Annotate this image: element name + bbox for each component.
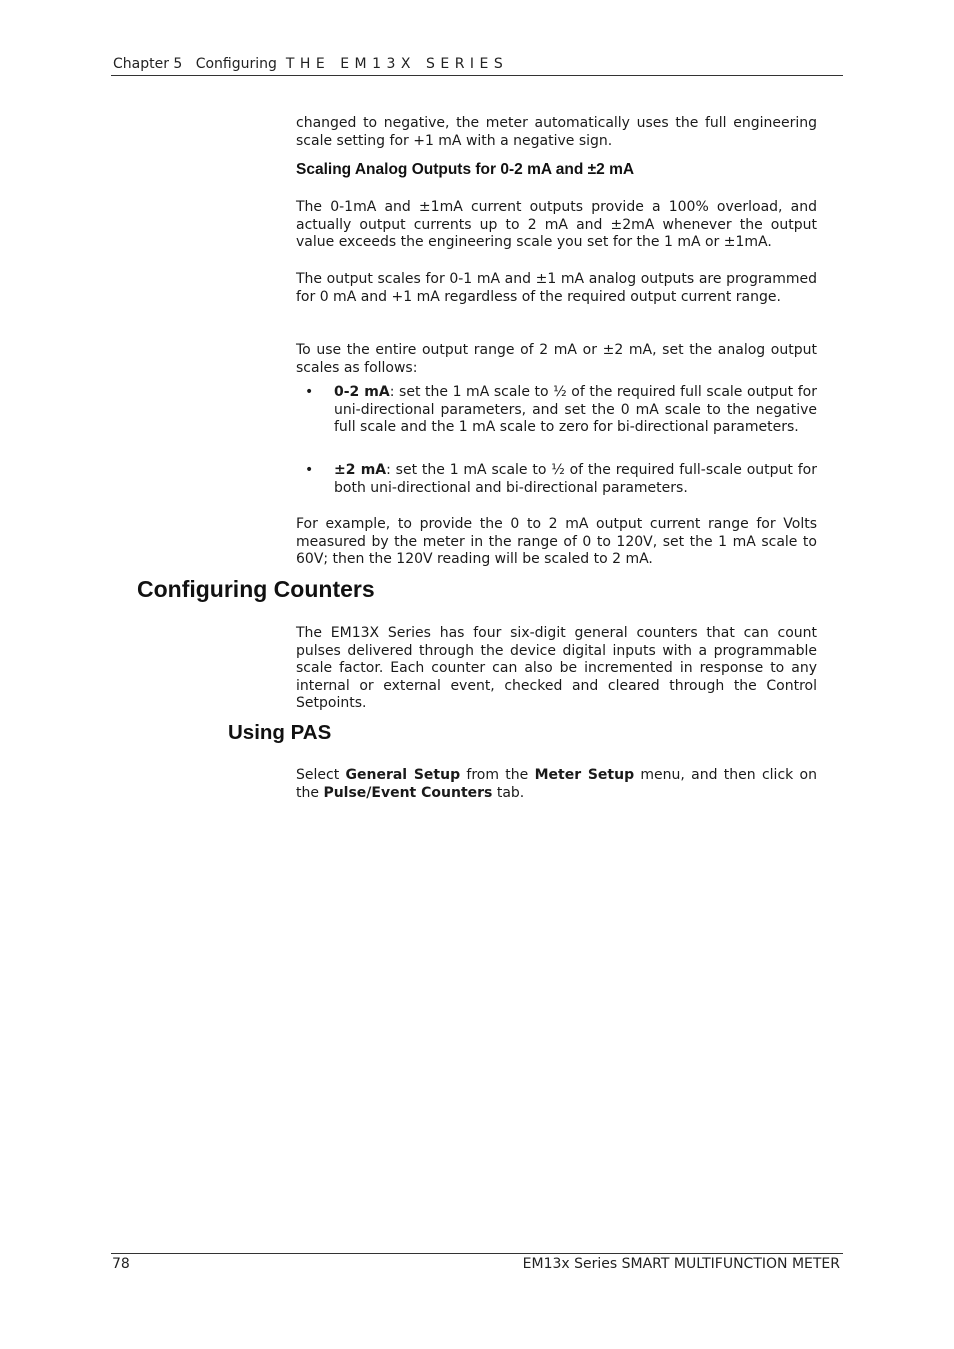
running-header <box>113 56 508 72</box>
scaling-paragraph-1: The 0-1mA and ±1mA current outputs provide a 100% overload, and actually output currents up to 2 mA and ±2mA whenever the output value exceeds the engineering scale you set for the 1 mA or ±1mA. <box>296 199 817 251</box>
bullet-text: : set the 1 mA scale to ½ of the required full scale output for uni-directional parameters, and set the 0 mA scale to the negative full scale and the 1 mA scale to zero for bi-directional parameters. <box>334 384 818 436</box>
scaling-subheading: Scaling Analog Outputs for 0-2 mA and ±2 mA <box>296 161 635 178</box>
bullet-dot: • <box>305 384 314 400</box>
bullet-dot: • <box>305 462 314 478</box>
scaling-paragraph-2: The output scales for 0-1 mA and ±1 mA analog outputs are programmed for 0 mA and +1 mA regardless of the required output current range. <box>296 271 817 305</box>
subsection-heading-using-pas: Using PAS <box>228 721 332 744</box>
footer-title: EM13x Series SMART MULTIFUNCTION METER <box>522 1256 840 1272</box>
section-heading-configuring-counters: Configuring Counters <box>137 576 375 602</box>
intro-paragraph: changed to negative, the meter automatically uses the full engineering scale setting for +1 mA with a negative sign. <box>296 115 817 149</box>
meter-setup-term: Meter Setup <box>534 767 635 783</box>
bullet-term: ±2 mA <box>334 462 387 478</box>
counters-paragraph: The EM13X Series has four six-digit general counters that can count pulses delivered through the device digital inputs with a programmable scale factor. Each counter can also be incremented in response to any internal or external event, checked and cleared through the Control Setpoints. <box>296 625 817 712</box>
using-pas-paragraph: Select General Setup from the Meter Setup menu, and then click on the Pulse/Event Counters tab. <box>296 767 817 801</box>
bullet-item-pm2ma <box>305 462 817 497</box>
header-section-title: THE EM13X SERIES <box>285 56 509 72</box>
header-chapter: Chapter 5 <box>113 56 183 72</box>
header-rule <box>111 75 843 76</box>
footer-rule <box>111 1253 843 1254</box>
scaling-paragraph-3: To use the entire output range of 2 mA or ±2 mA, set the analog output scales as follows: <box>296 342 817 376</box>
page-number: 78 <box>112 1256 130 1272</box>
scaling-paragraph-4: For example, to provide the 0 to 2 mA output current range for Volts measured by the meter in the range of 0 to 120V, set the 1 mA scale to 60V; then the 120V reading will be scaled to 2 mA. <box>296 516 817 568</box>
header-section-word: Configuring <box>195 56 277 72</box>
bullet-text: : set the 1 mA scale to ½ of the required full-scale output for both uni-directional and bi-directional parameters. <box>334 462 817 496</box>
general-setup-term: General Setup <box>345 767 461 783</box>
bullet-item-0-2ma <box>305 384 818 437</box>
bullet-term: 0-2 mA <box>334 384 390 400</box>
pulse-event-counters-term: Pulse/Event Counters <box>323 784 493 801</box>
